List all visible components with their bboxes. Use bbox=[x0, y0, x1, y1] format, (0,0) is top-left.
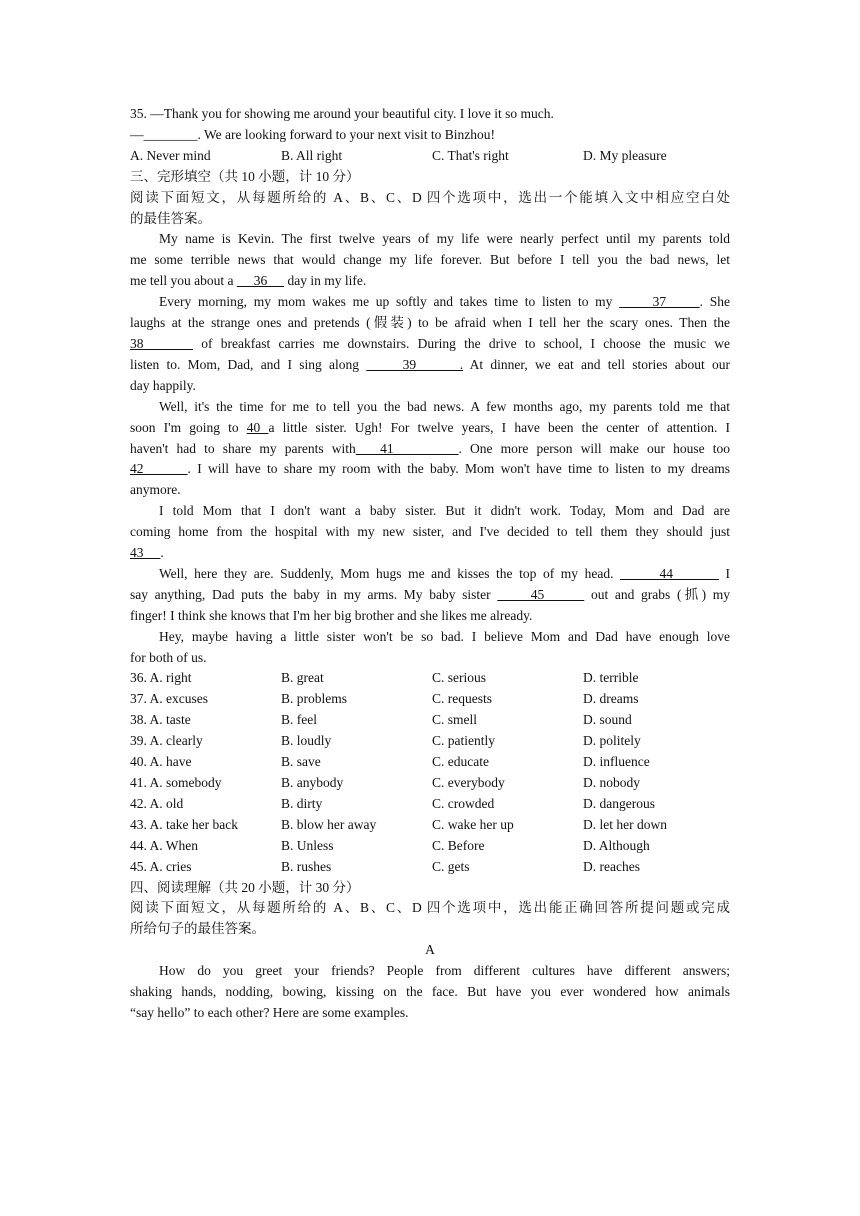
option-b: B. anybody bbox=[281, 775, 344, 790]
blank-36: 36 bbox=[236, 273, 285, 289]
passage-text: At dinner, we eat and tell stories about our bbox=[463, 356, 731, 372]
passage-line bbox=[130, 271, 730, 292]
option-a: 42. A. old bbox=[130, 795, 184, 811]
passage-text: Every morning, my mom wakes me up softly and takes time to listen to my bbox=[159, 294, 620, 310]
passage-text: Well, here they are. Suddenly, Mom hugs me and kisses the top of my head. bbox=[159, 565, 621, 581]
option-d: D. dangerous bbox=[583, 795, 655, 811]
passage-line: I told Mom that I don't want a baby sister. But it didn't work. Today, Mom and Dad are bbox=[159, 503, 730, 519]
passage-line: My name is Kevin. The first twelve years of my life were nearly perfect until my parents told bbox=[159, 231, 730, 247]
passage-line: coming home from the hospital with my new sister, and I've decided to tell them they should just bbox=[130, 524, 730, 540]
passage-line: for both of us. bbox=[130, 649, 207, 665]
blank-43: 43 bbox=[130, 545, 161, 561]
option-b: B. loudly bbox=[281, 733, 332, 749]
option-b: B. dirty bbox=[281, 795, 323, 811]
option-c: C. crowded bbox=[432, 795, 495, 811]
option-b: B. problems bbox=[281, 691, 347, 707]
option-row-45 bbox=[130, 857, 730, 878]
option-a: A. Never mind bbox=[130, 147, 211, 163]
section-3-instruction-line-2: 的最佳答案。 bbox=[130, 210, 211, 226]
option-d: D. influence bbox=[583, 754, 650, 770]
option-a: 40. A. have bbox=[130, 754, 192, 770]
option-d: D. let her down bbox=[583, 816, 667, 832]
passage-text: me tell you about a bbox=[130, 273, 237, 289]
option-row-44 bbox=[130, 836, 730, 857]
passage-line bbox=[130, 292, 730, 313]
section-3-heading: 三、完形填空（共 10 小题，计 10 分） bbox=[130, 168, 360, 184]
section-3-instruction-line-1: 阅读下面短文，从每题所给的 A、B、C、D 四个选项中，选出一个能填入文中相应空白处 bbox=[130, 189, 730, 205]
blank-37: 37 bbox=[619, 294, 700, 310]
passage-line: me some terrible news that would change my life forever. But before I tell you the bad news, let bbox=[130, 252, 730, 268]
option-d: D. reaches bbox=[583, 858, 640, 874]
option-d: D. dreams bbox=[583, 691, 639, 707]
option-a: 44. A. When bbox=[130, 837, 198, 853]
option-d: D. Although bbox=[583, 837, 650, 853]
section-4-heading: 四、阅读理解（共 20 小题，计 30 分） bbox=[130, 879, 360, 895]
blank-42: 42 bbox=[130, 461, 188, 477]
option-c: C. wake her up bbox=[432, 816, 514, 832]
passage-text: . bbox=[160, 545, 164, 561]
option-a: 41. A. somebody bbox=[130, 775, 222, 790]
option-row-40 bbox=[130, 752, 730, 773]
option-d: D. politely bbox=[583, 733, 641, 749]
reading-line: “say hello” to each other? Here are some examples. bbox=[130, 1004, 409, 1020]
option-d: D. terrible bbox=[583, 670, 639, 686]
blank-39: 39 . bbox=[366, 356, 464, 372]
option-c: C. serious bbox=[432, 670, 486, 686]
option-a: 43. A. take her back bbox=[130, 816, 238, 832]
passage-text: . She bbox=[699, 294, 731, 310]
blank-44: 44 bbox=[620, 565, 719, 581]
passage-line bbox=[130, 355, 730, 376]
option-a: 39. A. clearly bbox=[130, 733, 203, 749]
option-a: 37. A. excuses bbox=[130, 691, 208, 707]
passage-text: a little sister. Ugh! For twelve years, I have been the center of attention. I bbox=[268, 419, 730, 435]
option-b: B. save bbox=[281, 754, 321, 770]
passage-text: of breakfast carries me downstairs. During the drive to school, I choose the music we bbox=[193, 335, 731, 351]
option-c: C. That's right bbox=[432, 147, 509, 163]
option-c: C. patiently bbox=[432, 733, 495, 749]
question-35-stem: 35. —Thank you for showing me around your beautiful city. I love it so much. bbox=[130, 106, 554, 121]
blank-40: 40 bbox=[246, 419, 269, 435]
passage-text: . One more person will make our house too bbox=[458, 440, 730, 456]
section-4-instruction-line-1: 阅读下面短文，从每题所给的 A、B、C、D 四个选项中，选出能正确回答所提问题或完成 bbox=[130, 900, 730, 916]
blank-41: 41 bbox=[355, 440, 459, 456]
option-row-39 bbox=[130, 731, 730, 752]
exam-page bbox=[130, 104, 730, 1024]
passage-text: haven't had to share my parents with bbox=[130, 440, 356, 456]
option-b: B. great bbox=[281, 670, 324, 686]
option-row-41 bbox=[130, 773, 730, 794]
reading-part-label: A bbox=[425, 942, 435, 958]
option-row-43 bbox=[130, 815, 730, 836]
passage-line: laughs at the strange ones and pretends (假装) to be afraid when I tell her the scary ones. Then the bbox=[130, 315, 730, 331]
passage-line bbox=[130, 564, 730, 585]
option-d: D. nobody bbox=[583, 775, 640, 790]
option-b: B. feel bbox=[281, 712, 317, 728]
passage-text: . I will have to share my room with the baby. Mom won't have time to listen to my dreams bbox=[187, 461, 730, 477]
passage-line: anymore. bbox=[130, 482, 181, 498]
question-35-reply: —________. We are looking forward to your next visit to Binzhou! bbox=[130, 126, 495, 142]
option-c: C. everybody bbox=[432, 775, 505, 790]
option-row-36 bbox=[130, 668, 730, 689]
passage-text: out and grabs (抓) my bbox=[584, 586, 730, 602]
passage-line: Hey, maybe having a little sister won't be so bad. I believe Mom and Dad have enough love bbox=[159, 628, 730, 644]
question-35-options bbox=[130, 146, 730, 167]
option-a: 38. A. taste bbox=[130, 712, 191, 728]
passage-text: soon I'm going to bbox=[130, 419, 247, 435]
section-4-instruction-line-2: 所给句子的最佳答案。 bbox=[130, 921, 265, 937]
option-d: D. My pleasure bbox=[583, 147, 667, 163]
reading-line: How do you greet your friends? People from different cultures have different answers; bbox=[159, 963, 730, 979]
option-row-42 bbox=[130, 794, 730, 815]
passage-line: finger! I think she knows that I'm her big brother and she likes me already. bbox=[130, 607, 533, 623]
blank-45: 45 bbox=[497, 586, 585, 602]
option-row-37 bbox=[130, 689, 730, 710]
option-c: C. smell bbox=[432, 712, 478, 728]
option-a: 45. A. cries bbox=[130, 858, 192, 874]
blank-38: 38 bbox=[130, 335, 194, 351]
passage-text: say anything, Dad puts the baby in my arms. My baby sister bbox=[130, 586, 498, 602]
option-c: C. educate bbox=[432, 754, 489, 770]
passage-line: day happily. bbox=[130, 377, 196, 393]
option-a: 36. A. right bbox=[130, 670, 192, 686]
option-c: C. gets bbox=[432, 858, 470, 874]
cloze-options-list bbox=[130, 668, 730, 877]
option-row-38 bbox=[130, 710, 730, 731]
passage-text: I bbox=[718, 565, 731, 581]
option-c: C. requests bbox=[432, 691, 492, 707]
option-b: B. rushes bbox=[281, 858, 332, 874]
option-b: B. Unless bbox=[281, 837, 334, 853]
reading-line: shaking hands, nodding, bowing, kissing on the face. But have you ever wondered how animals bbox=[130, 984, 730, 1000]
passage-line bbox=[130, 439, 730, 460]
passage-line bbox=[130, 543, 730, 564]
passage-line bbox=[130, 334, 730, 355]
option-b: B. blow her away bbox=[281, 816, 377, 832]
option-d: D. sound bbox=[583, 712, 632, 728]
passage-line bbox=[130, 585, 730, 606]
passage-line bbox=[130, 459, 730, 480]
option-b: B. All right bbox=[281, 147, 343, 163]
passage-text: day in my life. bbox=[284, 273, 367, 289]
passage-line: Well, it's the time for me to tell you the bad news. A few months ago, my parents told me that bbox=[159, 398, 730, 414]
passage-line bbox=[130, 418, 730, 439]
passage-text: listen to. Mom, Dad, and I sing along bbox=[130, 356, 367, 372]
option-c: C. Before bbox=[432, 837, 485, 853]
